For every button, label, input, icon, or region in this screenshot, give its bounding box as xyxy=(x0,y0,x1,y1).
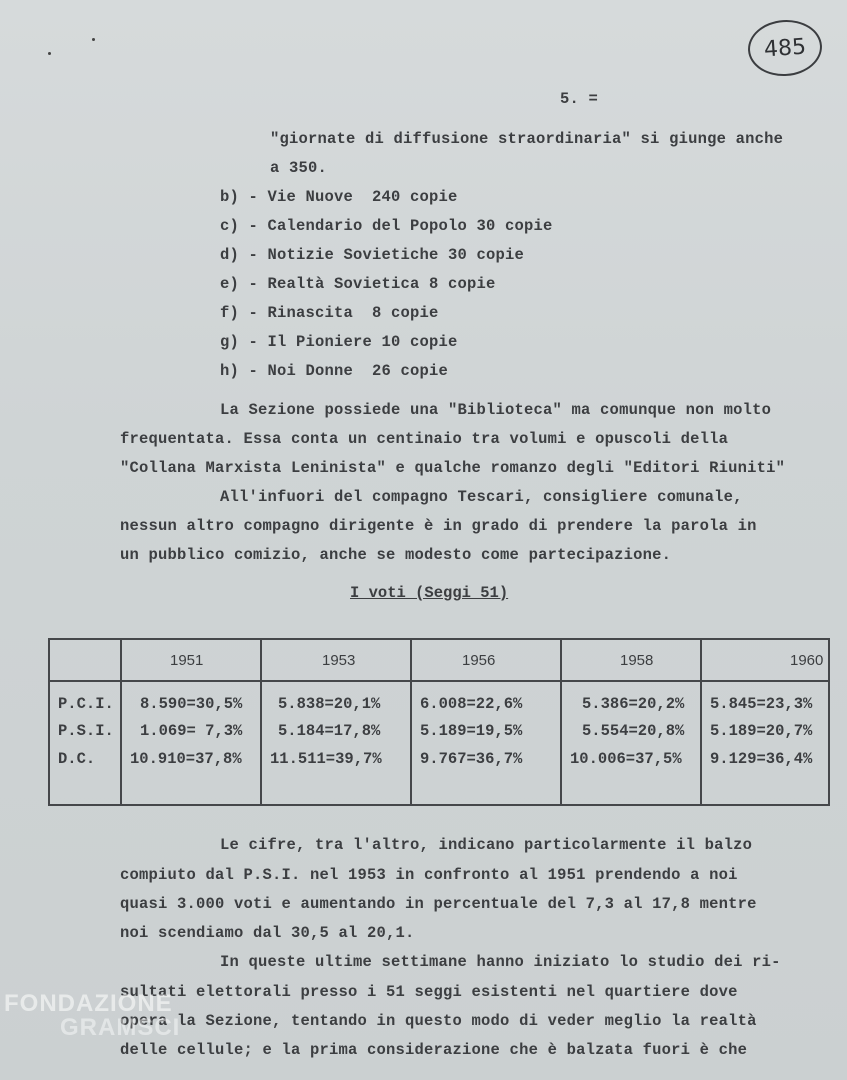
table-column-rule xyxy=(260,640,262,804)
paragraph-line: un pubblico comizio, anche se modesto come partecipazione. xyxy=(120,546,672,564)
list-item: b) - Vie Nuove 240 copie xyxy=(220,188,458,206)
paragraph-line: compiuto dal P.S.I. nel 1953 in confronto al 1951 prendendo a noi xyxy=(120,866,738,884)
table-column-rule xyxy=(410,640,412,804)
table-title: I voti (Seggi 51) xyxy=(350,584,509,602)
ink-speck xyxy=(48,52,51,55)
paragraph-line: "Collana Marxista Leninista" e qualche romanzo degli "Editori Riuniti" xyxy=(120,459,786,477)
ink-speck xyxy=(92,38,95,41)
list-item: e) - Realtà Sovietica 8 copie xyxy=(220,275,496,293)
list-item: g) - Il Pioniere 10 copie xyxy=(220,333,458,351)
paragraph-line: noi scendiamo dal 30,5 al 20,1. xyxy=(120,924,415,942)
party-label: D.C. xyxy=(58,750,96,768)
vote-cell: 5.189=20,7% xyxy=(710,722,813,740)
paragraph-line: In queste ultime settimane hanno iniziato lo studio dei ri- xyxy=(220,953,781,971)
paragraph-line: Le cifre, tra l'altro, indicano particolarmente il balzo xyxy=(220,836,753,854)
vote-cell: 9.129=36,4% xyxy=(710,750,813,768)
paragraph-line: La Sezione possiede una "Biblioteca" ma comunque non molto xyxy=(220,401,772,419)
vote-cell: 10.006=37,5% xyxy=(570,750,682,768)
vote-cell: 5.184=17,8% xyxy=(278,722,381,740)
watermark-logo: GRAMSCI xyxy=(60,1014,181,1041)
vote-cell: 5.386=20,2% xyxy=(582,695,685,713)
table-header-rule xyxy=(50,680,828,682)
watermark-logo: FONDAZIONE xyxy=(4,990,173,1017)
page-number: 5. = xyxy=(560,90,599,108)
intro-line: "giornate di diffusione straordinaria" si giunge anche xyxy=(270,130,784,148)
party-label: P.S.I. xyxy=(58,722,114,740)
vote-cell: 5.838=20,1% xyxy=(278,695,381,713)
intro-line: a 350. xyxy=(270,159,328,177)
archive-stamp: 485 xyxy=(746,17,824,78)
year-header: 1956 xyxy=(462,652,496,669)
vote-cell: 5.554=20,8% xyxy=(582,722,685,740)
paragraph-line: delle cellule; e la prima considerazione che è balzata fuori è che xyxy=(120,1041,748,1059)
table-column-rule xyxy=(560,640,562,804)
vote-cell: 8.590=30,5% xyxy=(140,695,243,713)
paragraph-line: opera la Sezione, tentando in questo modo di veder meglio la realtà xyxy=(120,1012,757,1030)
vote-cell: 5.845=23,3% xyxy=(710,695,813,713)
vote-cell: 6.008=22,6% xyxy=(420,695,523,713)
year-header: 1953 xyxy=(322,652,356,669)
paragraph-line: sultati elettorali presso i 51 seggi esistenti nel quartiere dove xyxy=(120,983,738,1001)
vote-cell: 11.511=39,7% xyxy=(270,750,382,768)
year-header: 1958 xyxy=(620,652,654,669)
paragraph-line: quasi 3.000 voti e aumentando in percentuale del 7,3 al 17,8 mentre xyxy=(120,895,757,913)
vote-cell: 5.189=19,5% xyxy=(420,722,523,740)
vote-cell: 1.069= 7,3% xyxy=(140,722,243,740)
list-item: c) - Calendario del Popolo 30 copie xyxy=(220,217,553,235)
party-label: P.C.I. xyxy=(58,695,114,713)
year-header: 1960 xyxy=(790,652,824,669)
list-item: h) - Noi Donne 26 copie xyxy=(220,362,449,380)
table-column-rule xyxy=(120,640,122,804)
paragraph-line: All'infuori del compagno Tescari, consigliere comunale, xyxy=(220,488,743,506)
table-column-rule xyxy=(700,640,702,804)
vote-cell: 9.767=36,7% xyxy=(420,750,523,768)
vote-cell: 10.910=37,8% xyxy=(130,750,242,768)
paragraph-line: nessun altro compagno dirigente è in grado di prendere la parola in xyxy=(120,517,757,535)
list-item: d) - Notizie Sovietiche 30 copie xyxy=(220,246,525,264)
paragraph-line: frequentata. Essa conta un centinaio tra volumi e opuscoli della xyxy=(120,430,729,448)
list-item: f) - Rinascita 8 copie xyxy=(220,304,439,322)
year-header: 1951 xyxy=(170,652,204,669)
votes-table xyxy=(48,638,830,806)
